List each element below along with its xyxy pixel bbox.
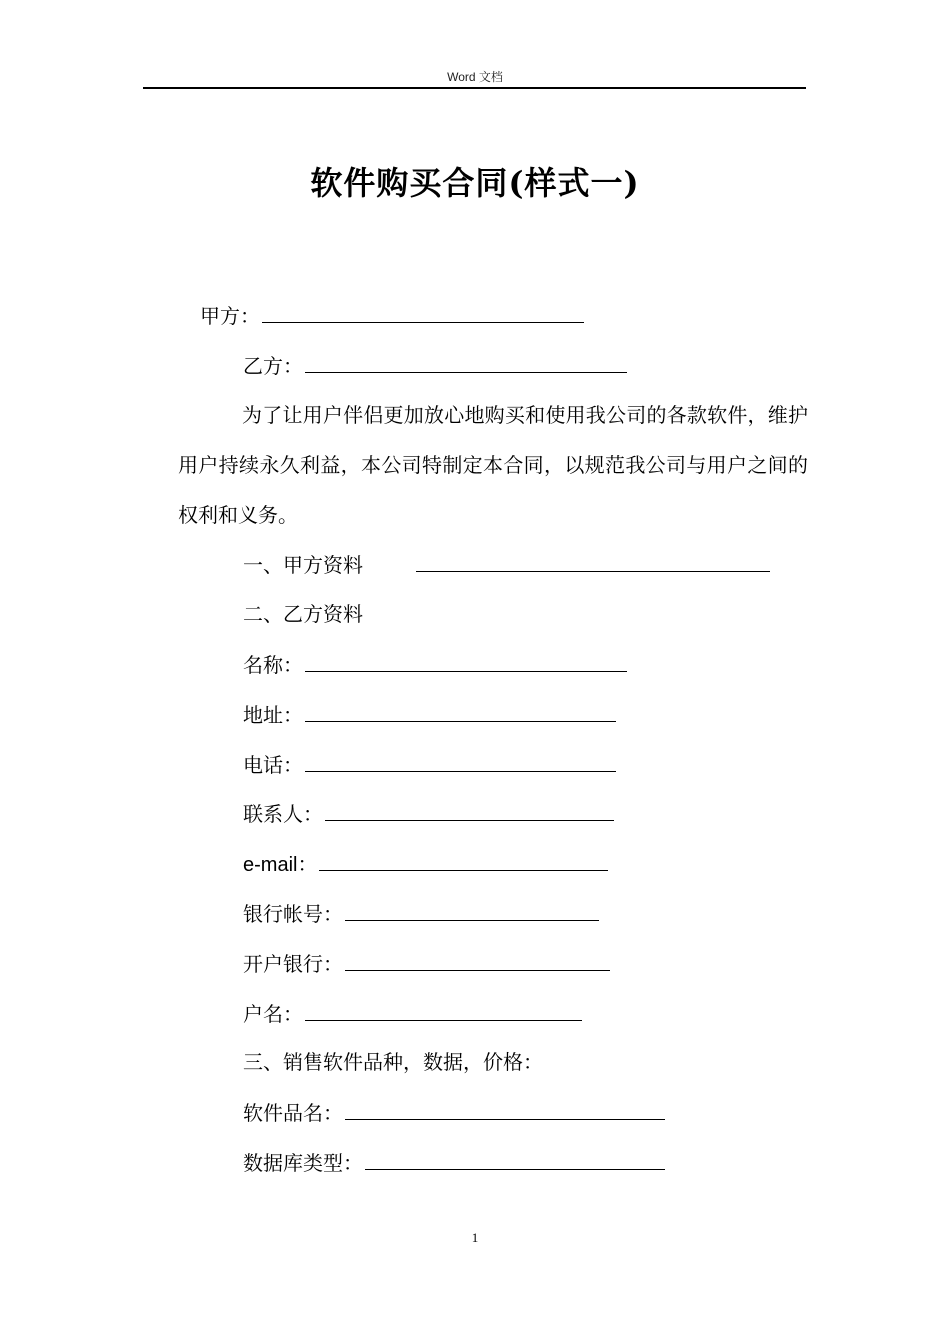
phone-label: 电话： [243,753,303,777]
product-name-label: 软件品名： [243,1101,343,1125]
address-label: 地址： [243,703,303,727]
page-header: Word 文档 [447,70,503,84]
contact-line [243,800,614,827]
bank-line [243,950,610,977]
document-title: 软件购买合同(样式一) [310,164,640,202]
account-name-blank [305,1000,582,1021]
intro-paragraph: 为了让用户伴侣更加放心地购买和使用我公司的各款软件，维护用户持续永久利益，本公司特制定本合同，以规范我公司与用户之间的权利和义务。 [178,403,808,527]
account-name-line [243,1000,582,1027]
product-name-blank [345,1099,665,1120]
name-line [243,651,627,678]
name-blank [305,651,627,672]
db-type-line [243,1149,665,1176]
party-b-blank [305,352,627,373]
contact-label: 联系人： [243,802,323,826]
section-2-heading: 二、乙方资料 [243,602,363,626]
section-1-line [243,551,770,578]
party-b-label: 乙方： [243,354,303,378]
bank-label: 开户银行： [243,952,343,976]
party-a-line [200,302,584,329]
address-line [243,701,616,728]
address-blank [305,701,616,722]
bank-account-blank [345,900,599,921]
section-1-blank [416,551,770,572]
email-blank [319,850,608,871]
phone-blank [305,751,616,772]
email-line [243,850,608,878]
contact-blank [325,800,614,821]
section-3-heading: 三、销售软件品种，数据，价格： [243,1050,543,1074]
product-name-line [243,1099,665,1126]
header-divider [143,87,806,89]
name-label: 名称： [243,653,303,677]
bank-account-line [243,900,599,927]
account-name-label: 户名： [243,1002,303,1026]
party-b-line [243,352,627,379]
email-label: e-mail： [243,854,318,876]
section-1-heading: 一、甲方资料 [243,553,363,577]
party-a-blank [262,302,584,323]
page-number: 1 [471,1230,479,1245]
party-a-label: 甲方： [200,304,260,328]
phone-line [243,751,616,778]
bank-account-label: 银行帐号： [243,902,343,926]
bank-blank [345,950,610,971]
db-type-blank [365,1149,665,1170]
db-type-label: 数据库类型： [243,1151,363,1175]
